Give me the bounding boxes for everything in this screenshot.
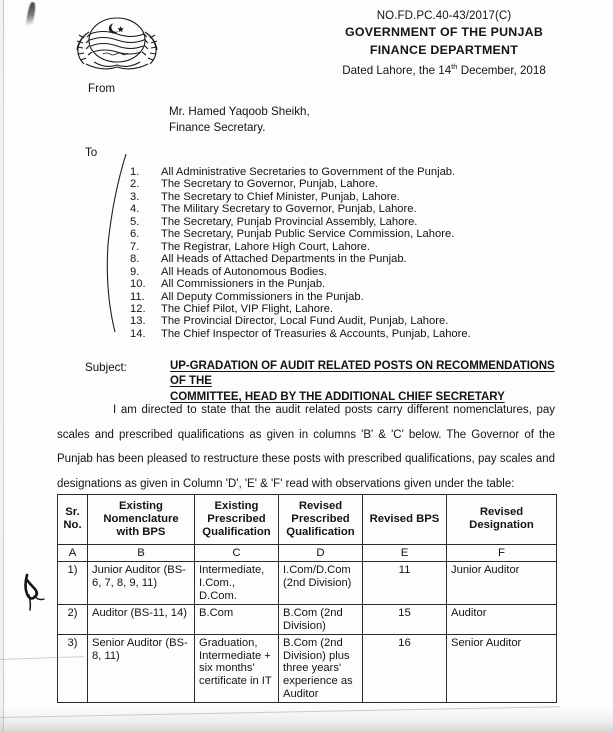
table-row xyxy=(58,605,557,635)
list-item xyxy=(130,191,560,203)
list-item-number: 12. xyxy=(130,302,146,315)
header-line: Revised xyxy=(298,500,343,512)
dated-ordinal-suffix: th xyxy=(451,61,458,71)
dated-prefix: Dated Lahore, the 14 xyxy=(342,63,452,77)
cell-revised-bps: 11 xyxy=(363,562,447,605)
column-header-revised-bps xyxy=(363,495,447,545)
cell-revised-qualification: B.Com (2nd Division) plus three years' experience as Auditor xyxy=(279,635,363,703)
header-line: Qualification xyxy=(286,525,355,538)
list-item-text: All Heads of Attached Departments in the Punjab. xyxy=(161,253,407,266)
column-header-existing-nomenclature xyxy=(88,495,195,545)
handwritten-initial-mark xyxy=(18,572,52,616)
list-item-text: The Military Secretary to Governor, Punjab, Lahore. xyxy=(161,203,417,216)
column-letter-f: F xyxy=(447,544,557,562)
cell-revised-qualification: I.Com/D.Com (2nd Division) xyxy=(279,562,363,605)
list-item-number: 6. xyxy=(130,228,140,241)
scan-artifact-top xyxy=(24,2,36,33)
paper-edge-line xyxy=(3,0,4,732)
list-item-text: All Deputy Commissioners in the Punjab. xyxy=(161,290,364,303)
column-letter-a: A xyxy=(58,544,88,562)
column-letter-e: E xyxy=(363,544,447,562)
department-title: FINANCE DEPARTMENT xyxy=(369,42,519,57)
list-item-text: The Secretary to Governor, Punjab, Lahore. xyxy=(161,178,379,191)
header-line: with BPS xyxy=(116,525,166,538)
list-item-number: 13. xyxy=(130,315,146,328)
list-item-number: 14. xyxy=(130,327,146,340)
list-item xyxy=(130,228,560,240)
list-item xyxy=(130,315,560,327)
list-item-number: 7. xyxy=(130,240,140,253)
cell-existing-qualification: B.Com xyxy=(195,605,279,635)
list-item xyxy=(130,216,560,228)
list-item xyxy=(130,328,560,340)
cell-sr-no: 3) xyxy=(58,635,88,703)
recipient-list xyxy=(130,166,560,340)
list-item xyxy=(130,178,560,190)
cell-revised-qualification: B.Com (2nd Division) xyxy=(279,605,363,635)
cell-revised-designation: Senior Auditor xyxy=(447,635,557,703)
from-label: From xyxy=(88,82,116,95)
column-letter-b: B xyxy=(88,544,195,562)
table-row xyxy=(58,562,557,605)
column-header-existing-qualification xyxy=(195,495,279,545)
list-item-text: All Heads of Autonomous Bodies. xyxy=(161,265,328,278)
subject-label: Subject: xyxy=(85,361,127,374)
list-item xyxy=(130,203,560,215)
cell-existing-nomenclature: Senior Auditor (BS-8, 11) xyxy=(88,635,195,703)
header-line: No. xyxy=(63,519,82,532)
list-item-number: 3. xyxy=(130,190,140,203)
scan-artifact-bottom xyxy=(0,706,613,732)
government-title: GOVERNMENT OF THE PUNJAB xyxy=(344,25,544,40)
cell-existing-qualification: Intermediate, I.Com., D.Com. xyxy=(195,562,279,605)
column-header-revised-qualification xyxy=(279,495,363,545)
dated-line xyxy=(275,62,613,79)
list-item-text: The Chief Pilot, VIP Flight, Lahore. xyxy=(161,302,334,315)
file-number: NO.FD.PC.40-43/2017(C) xyxy=(376,10,512,22)
header-line: Existing xyxy=(214,500,259,512)
cell-revised-designation: Auditor xyxy=(447,605,557,635)
subject-line-2: COMMITTEE, HEAD BY THE ADDITIONAL CHIEF SECRETARY xyxy=(170,390,505,403)
header-line: Qualification xyxy=(202,525,271,538)
body-paragraph: I am directed to state that the audit related posts carry different nomenclatures, pay scales and prescribed qualifications as given in columns 'B' & 'C' below. The Governor of the Punjab has been pleased to restructure these posts with prescribed qualifications, pay scales and designations as given in Column 'D', 'E' & 'F' read with observations given under the table: xyxy=(57,404,555,490)
upgradation-table xyxy=(57,494,557,703)
header-line: Revised Designation xyxy=(469,506,534,532)
column-letter-d: D xyxy=(279,544,363,562)
table-header-row xyxy=(58,495,557,545)
list-item-number: 2. xyxy=(130,178,140,191)
list-item-number: 9. xyxy=(130,265,140,278)
list-item xyxy=(130,253,560,265)
header-line: Sr. xyxy=(65,506,80,519)
list-item-text: All Commissioners in the Punjab. xyxy=(161,278,326,291)
scan-artifact-baseline xyxy=(0,706,560,718)
list-item-text: The Secretary to Chief Minister, Punjab, Lahore. xyxy=(161,190,400,203)
list-item xyxy=(130,278,560,290)
cell-existing-qualification: Graduation, Intermediate + six months' certificate in IT xyxy=(195,635,279,703)
cell-revised-bps: 15 xyxy=(363,605,447,635)
list-item-number: 11. xyxy=(130,290,145,303)
list-item xyxy=(130,166,560,178)
cell-existing-nomenclature: Junior Auditor (BS-6, 7, 8, 9, 11) xyxy=(88,562,195,605)
column-header-sr-no xyxy=(58,495,88,545)
table-row xyxy=(58,635,557,703)
header-line: Nomenclature xyxy=(103,512,179,525)
list-item-text: The Provincial Director, Local Fund Audit, Punjab, Lahore. xyxy=(161,315,449,328)
list-item-text: The Registrar, Lahore High Court, Lahore. xyxy=(161,240,370,253)
list-item xyxy=(130,291,560,303)
masthead xyxy=(275,8,613,79)
list-item-number: 1. xyxy=(130,166,140,178)
list-item xyxy=(130,303,560,315)
list-item-text: All Administrative Secretaries to Government of the Punjab. xyxy=(161,166,456,178)
column-letter-c: C xyxy=(195,544,279,562)
list-item-number: 4. xyxy=(130,203,140,216)
cell-sr-no: 1) xyxy=(58,562,88,605)
column-header-revised-designation xyxy=(447,495,557,545)
header-line: Existing xyxy=(119,500,163,512)
list-item-text: The Chief Inspector of Treasuries & Accounts, Punjab, Lahore. xyxy=(161,327,471,340)
cell-revised-bps: 16 xyxy=(363,635,447,703)
list-item-text: The Secretary, Punjab Public Service Commission, Lahore. xyxy=(161,228,455,241)
list-item xyxy=(130,266,560,278)
to-label: To xyxy=(85,146,98,159)
list-item-number: 10. xyxy=(130,278,146,291)
header-line: Prescribed xyxy=(291,512,350,525)
punjab-government-emblem-icon xyxy=(62,10,172,74)
cell-existing-nomenclature: Auditor (BS-11, 14) xyxy=(88,605,195,635)
list-item-number: 5. xyxy=(130,215,140,228)
table-column-letter-row xyxy=(58,544,557,562)
header-line: Prescribed xyxy=(207,512,266,525)
recipient-brace-icon xyxy=(104,152,130,334)
from-block xyxy=(169,104,310,137)
upgradation-table-wrapper xyxy=(57,494,556,703)
cell-revised-designation: Junior Auditor xyxy=(447,562,557,605)
sender-designation: Finance Secretary. xyxy=(169,121,266,135)
dated-suffix: December, 2018 xyxy=(457,63,546,77)
list-item-number: 8. xyxy=(130,253,140,266)
list-item xyxy=(130,241,560,253)
sender-name: Mr. Hamed Yaqoob Sheikh, xyxy=(169,105,310,118)
cell-sr-no: 2) xyxy=(58,605,88,635)
header-line: Revised BPS xyxy=(369,512,440,525)
subject-line-1: UP-GRADATION OF AUDIT RELATED POSTS ON RECOMMENDATIONS OF THE xyxy=(170,360,555,388)
list-item-text: The Secretary, Punjab Provincial Assembly, Lahore. xyxy=(161,215,418,228)
